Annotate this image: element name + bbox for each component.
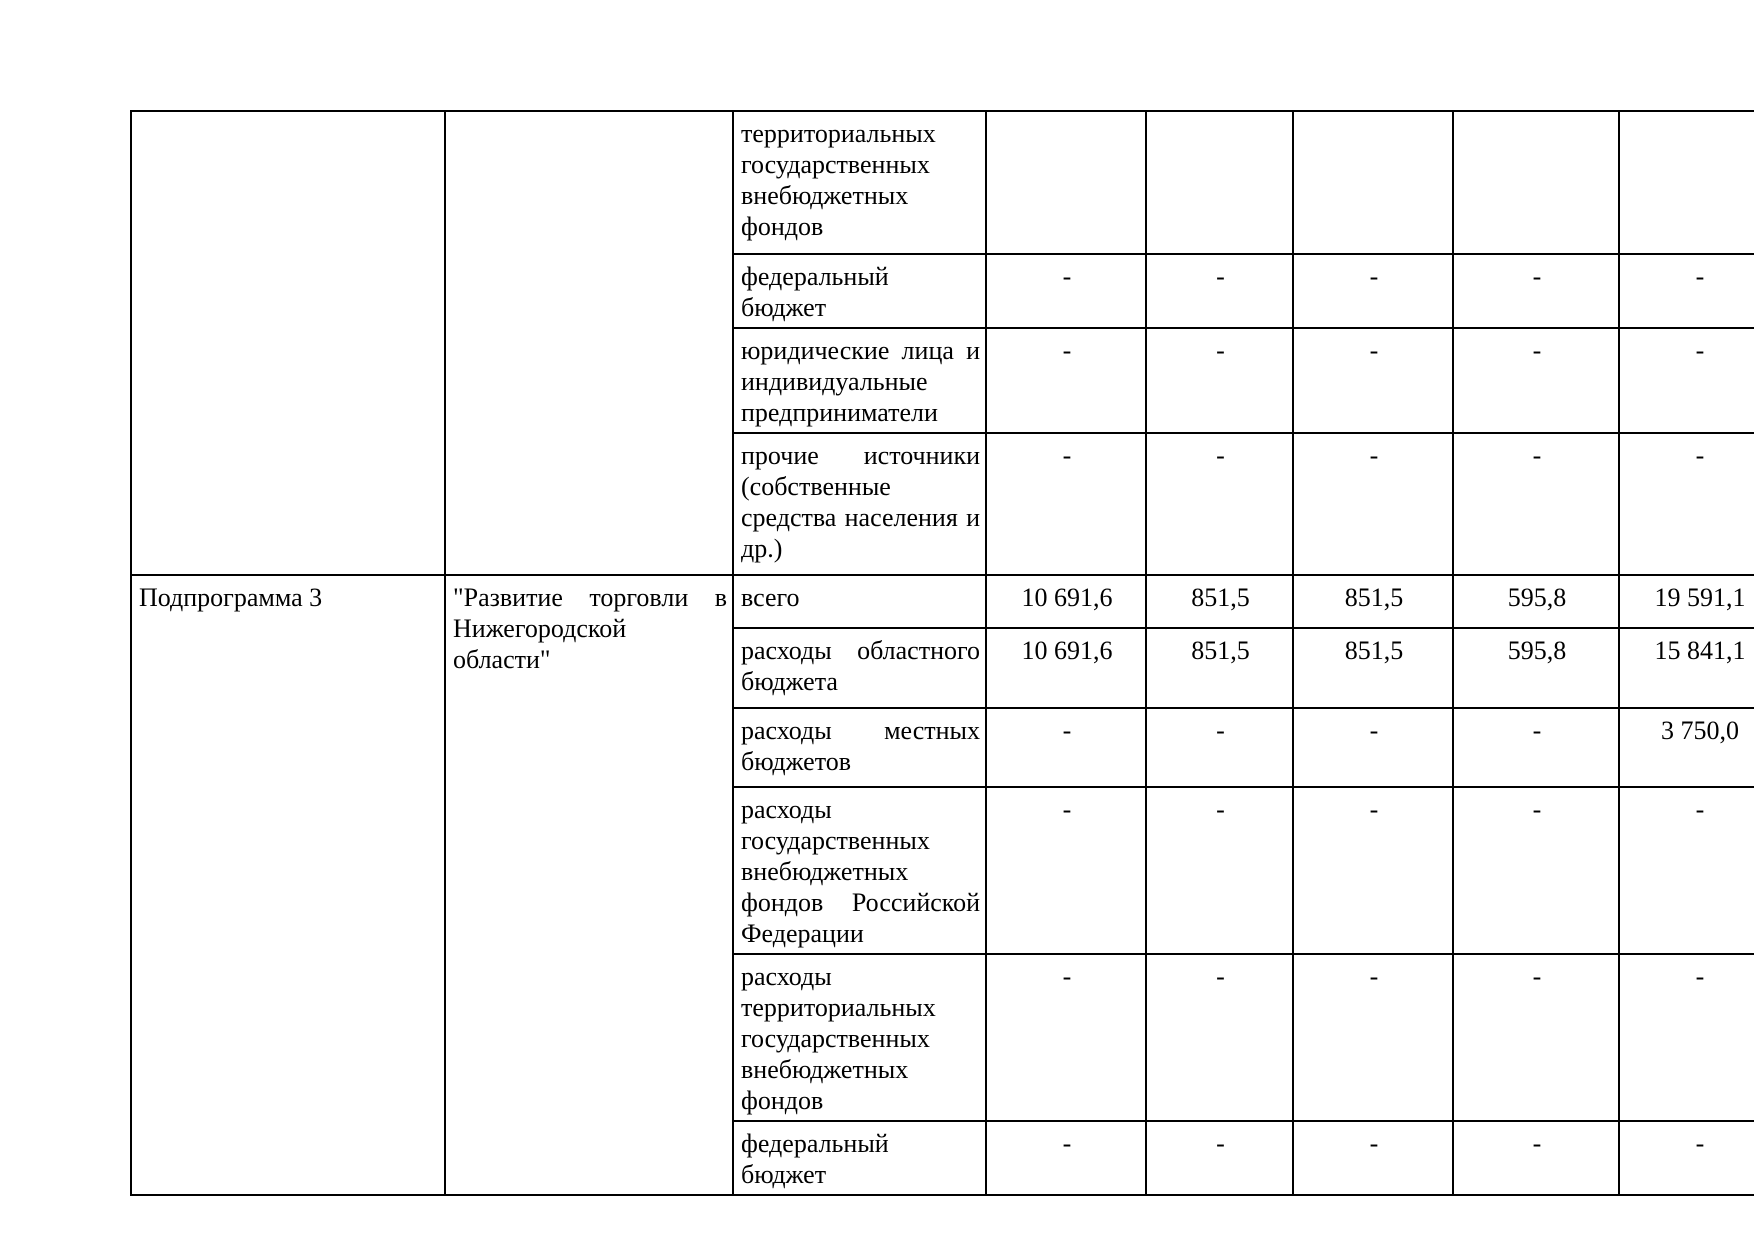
value-cell: - [1293,954,1453,1121]
table-row [131,575,1754,628]
value-cell: 851,5 [1293,575,1453,628]
program-name-cell [445,111,733,575]
row-label: расходы областного бюджета [733,628,986,708]
value-cell: - [1146,954,1293,1121]
row-label: федеральный бюджет [733,254,986,328]
value-cell: - [986,954,1146,1121]
table-row [131,111,1754,254]
value-cell: - [1146,787,1293,954]
value-cell: 851,5 [1146,575,1293,628]
program-label-cell: Подпрограмма 3 [131,575,445,1195]
row-label: территориальных государственных внебюджетных фондов [733,111,986,254]
value-cell: - [1453,1121,1619,1195]
value-cell: - [1146,1121,1293,1195]
value-cell: - [1146,254,1293,328]
value-cell [986,111,1146,254]
row-label: федеральный бюджет [733,1121,986,1195]
row-label: расходы государственных внебюджетных фондов Российской Федерации [733,787,986,954]
value-cell: - [1453,433,1619,575]
row-label: прочие источники (собственные средства населения и др.) [733,433,986,575]
value-cell: - [1453,787,1619,954]
value-cell: 595,8 [1453,575,1619,628]
value-cell [1146,111,1293,254]
value-cell: 851,5 [1293,628,1453,708]
value-cell: - [1146,433,1293,575]
value-cell: - [1146,328,1293,433]
budget-table [130,110,1754,1196]
value-cell: - [1293,1121,1453,1195]
value-cell: - [1146,708,1293,787]
value-cell: - [1453,254,1619,328]
value-cell [1619,111,1754,254]
value-cell: - [1619,787,1754,954]
value-cell: - [986,708,1146,787]
value-cell: - [986,1121,1146,1195]
value-cell: - [986,787,1146,954]
value-cell: - [1293,787,1453,954]
row-label: всего [733,575,986,628]
value-cell: - [1619,328,1754,433]
value-cell: - [986,254,1146,328]
value-cell [1293,111,1453,254]
row-label: юридические лица и индивидуальные предприниматели [733,328,986,433]
value-cell: - [1453,708,1619,787]
value-cell: - [1293,254,1453,328]
value-cell: - [1619,1121,1754,1195]
row-label: расходы территориальных государственных внебюджетных фондов [733,954,986,1121]
program-name-cell: "Развитие торговли в Нижегородской области" [445,575,733,1195]
value-cell: - [1453,954,1619,1121]
value-cell: 10 691,6 [986,575,1146,628]
value-cell: 851,5 [1146,628,1293,708]
value-cell: - [1619,954,1754,1121]
value-cell: 19 591,1 [1619,575,1754,628]
row-label: расходы местных бюджетов [733,708,986,787]
value-cell: - [1619,254,1754,328]
value-cell: - [1293,708,1453,787]
value-cell: 3 750,0 [1619,708,1754,787]
value-cell: - [1293,328,1453,433]
value-cell: - [986,433,1146,575]
value-cell: 10 691,6 [986,628,1146,708]
value-cell: 595,8 [1453,628,1619,708]
program-label-cell [131,111,445,575]
value-cell [1453,111,1619,254]
value-cell: - [1619,433,1754,575]
value-cell: - [1293,433,1453,575]
value-cell: 15 841,1 [1619,628,1754,708]
value-cell: - [1453,328,1619,433]
value-cell: - [986,328,1146,433]
